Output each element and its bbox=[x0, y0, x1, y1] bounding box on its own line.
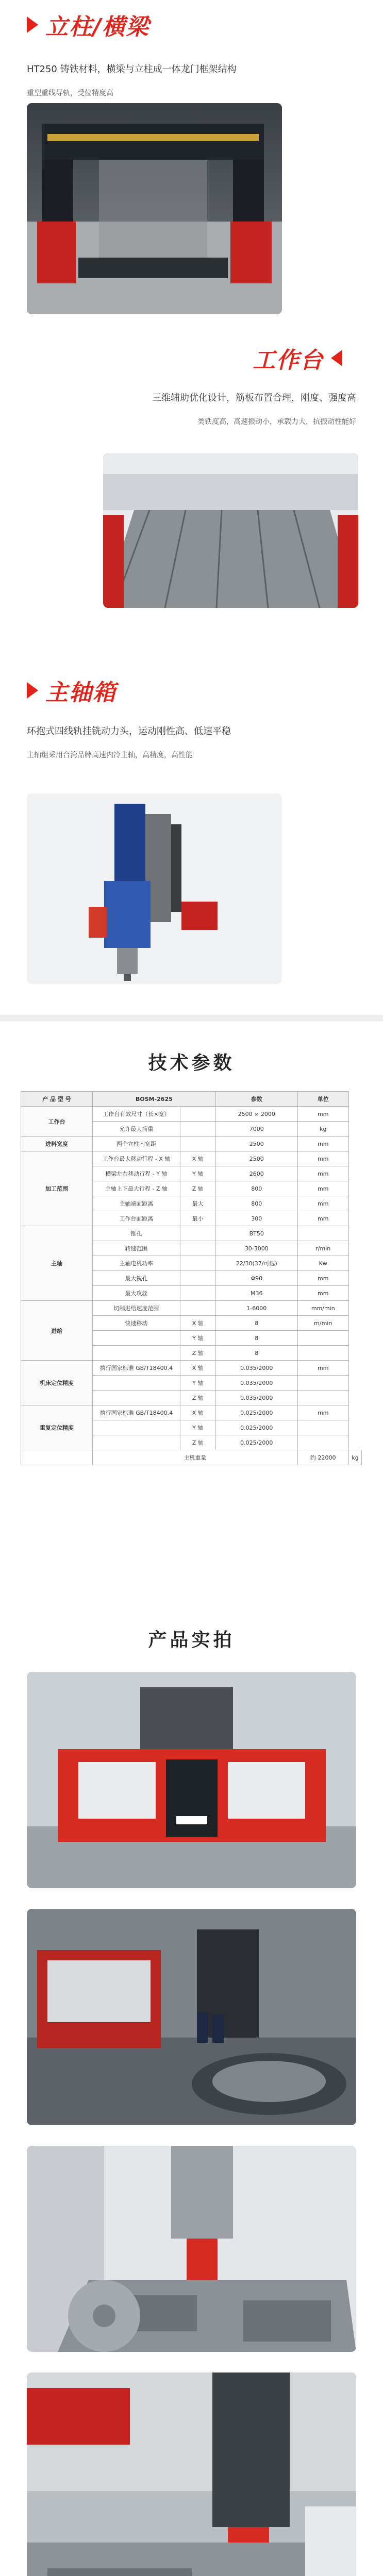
spec-unit bbox=[297, 1346, 348, 1361]
spec-axis: X 轴 bbox=[180, 1405, 215, 1420]
spec-unit bbox=[297, 1420, 348, 1435]
spec-value: Φ90 bbox=[215, 1271, 297, 1286]
spec-unit: mm bbox=[297, 1137, 348, 1151]
photos-title: 产品实拍 bbox=[148, 1630, 235, 1651]
spec-axis bbox=[180, 1271, 215, 1286]
section-header-spindle-box bbox=[27, 675, 116, 706]
spec-axis: X 轴 bbox=[180, 1361, 215, 1376]
spec-unit: mm bbox=[297, 1107, 348, 1122]
spec-row bbox=[21, 1137, 362, 1151]
spec-item bbox=[93, 1420, 180, 1435]
spec-item: 主轴端面距离 bbox=[93, 1196, 180, 1211]
spec-item: 执行国家标准 GB/T18400.4 bbox=[93, 1405, 180, 1420]
spec-table bbox=[21, 1091, 362, 1465]
spec-axis: Z 轴 bbox=[180, 1346, 215, 1361]
spec-value: 22/30(37/可选) bbox=[215, 1256, 297, 1271]
spec-group: 加工范围 bbox=[21, 1151, 93, 1226]
spec-value: 300 bbox=[215, 1211, 297, 1226]
spec-axis bbox=[180, 1286, 215, 1301]
spec-value: 8 bbox=[215, 1346, 297, 1361]
spec-item: 工作台面距离 bbox=[93, 1211, 180, 1226]
triangle-marker-icon bbox=[331, 350, 342, 366]
spec-item bbox=[93, 1376, 180, 1391]
spec-unit: m/min bbox=[297, 1316, 348, 1331]
spec-item: 主轴电机功率 bbox=[93, 1256, 180, 1271]
spec-item: 切削进给速度范围 bbox=[93, 1301, 180, 1316]
spec-unit bbox=[297, 1226, 348, 1241]
section-desc-line1: HT250 铸铁材料，横梁与立柱成一体龙门框架结构 bbox=[27, 64, 237, 75]
section-divider bbox=[0, 1015, 383, 1021]
spec-row bbox=[21, 1301, 362, 1316]
section-desc-line2: 主轴组采用台湾品牌高速内冷主轴，高精度，高性能 bbox=[27, 751, 193, 759]
spec-axis bbox=[180, 1137, 215, 1151]
spec-axis: Y 轴 bbox=[180, 1166, 215, 1181]
spec-axis: X 轴 bbox=[180, 1151, 215, 1166]
spec-axis bbox=[180, 1122, 215, 1137]
photo-spindle-box bbox=[27, 793, 282, 984]
spec-value: 8 bbox=[215, 1331, 297, 1346]
spec-item bbox=[93, 1391, 180, 1405]
spec-axis: X 轴 bbox=[180, 1316, 215, 1331]
spec-item: 最大攻丝 bbox=[93, 1286, 180, 1301]
spec-unit: mm bbox=[297, 1405, 348, 1420]
photo-worktable bbox=[103, 453, 358, 608]
spec-item: 工作台最大移动行程 - X 轴 bbox=[93, 1151, 180, 1166]
spec-unit bbox=[297, 1331, 348, 1346]
spec-item: 主轴上下最大行程 - Z 轴 bbox=[93, 1181, 180, 1196]
spec-axis: 最大 bbox=[180, 1196, 215, 1211]
spec-group: 工作台 bbox=[21, 1107, 93, 1137]
spec-value: 7000 bbox=[215, 1122, 297, 1137]
header-cell: 产 品 型 号 bbox=[21, 1092, 93, 1107]
spec-value: 0.035/2000 bbox=[215, 1376, 297, 1391]
spec-axis bbox=[180, 1107, 215, 1122]
spec-value: 800 bbox=[215, 1181, 297, 1196]
spec-value: BT50 bbox=[215, 1226, 297, 1241]
spec-unit: mm bbox=[297, 1196, 348, 1211]
spec-axis: 最小 bbox=[180, 1211, 215, 1226]
spec-row bbox=[21, 1450, 362, 1465]
section-title: 工作台 bbox=[253, 347, 324, 374]
spec-row bbox=[21, 1361, 362, 1376]
spec-value: 0.025/2000 bbox=[215, 1420, 297, 1435]
section-desc-line1: 三维辅助优化设计，筋板布置合理，刚度、强度高 bbox=[152, 393, 356, 403]
spec-item bbox=[93, 1435, 180, 1450]
spec-item: 快速移动 bbox=[93, 1316, 180, 1331]
spec-axis: Y 轴 bbox=[180, 1420, 215, 1435]
spec-value: 0.035/2000 bbox=[215, 1361, 297, 1376]
spec-value: 0.035/2000 bbox=[215, 1391, 297, 1405]
spec-value: 30-3000 bbox=[215, 1241, 297, 1256]
triangle-marker-icon bbox=[27, 682, 38, 699]
spec-axis: Y 轴 bbox=[180, 1376, 215, 1391]
spec-unit: mm bbox=[297, 1361, 348, 1376]
spec-unit bbox=[297, 1391, 348, 1405]
spec-item: 横梁左右移动行程 - Y 轴 bbox=[93, 1166, 180, 1181]
spec-axis bbox=[180, 1241, 215, 1256]
spec-value: 8 bbox=[215, 1316, 297, 1331]
header-cell: BOSM-2625 bbox=[93, 1092, 216, 1107]
photo-column-beam bbox=[27, 103, 282, 314]
spec-item: 工作台有效尺寸（长×宽） bbox=[93, 1107, 180, 1122]
section-desc-line1: 环抱式四线轨挂铣动力头，运动刚性高、低速平稳 bbox=[27, 726, 231, 737]
spec-item: 主机重量 bbox=[93, 1450, 298, 1465]
spec-item bbox=[93, 1346, 180, 1361]
spec-unit: mm bbox=[297, 1166, 348, 1181]
spec-axis: Y 轴 bbox=[180, 1331, 215, 1346]
spec-row bbox=[21, 1151, 362, 1166]
product-photo-1 bbox=[27, 1672, 356, 1888]
section-title: 主轴箱 bbox=[45, 680, 116, 706]
spec-unit: mm bbox=[297, 1211, 348, 1226]
spec-axis: Z 轴 bbox=[180, 1435, 215, 1450]
spec-axis bbox=[180, 1301, 215, 1316]
spec-value: 2500 × 2000 bbox=[215, 1107, 297, 1122]
spec-axis: Z 轴 bbox=[180, 1391, 215, 1405]
spec-value: 1-6000 bbox=[215, 1301, 297, 1316]
section-header-column-beam bbox=[27, 9, 149, 40]
spec-row bbox=[21, 1405, 362, 1420]
spec-unit: kg bbox=[297, 1122, 348, 1137]
spec-group: 进给 bbox=[21, 1301, 93, 1361]
spec-value: 2600 bbox=[215, 1166, 297, 1181]
spec-unit bbox=[297, 1435, 348, 1450]
spec-item: 锥孔 bbox=[93, 1226, 180, 1241]
spec-value: 0.025/2000 bbox=[215, 1435, 297, 1450]
spec-value: 2500 bbox=[215, 1137, 297, 1151]
spec-unit: mm bbox=[297, 1271, 348, 1286]
spec-value: 800 bbox=[215, 1196, 297, 1211]
spec-axis: Z 轴 bbox=[180, 1181, 215, 1196]
spec-value: 0.025/2000 bbox=[215, 1405, 297, 1420]
spec-item bbox=[93, 1331, 180, 1346]
spec-value: M36 bbox=[215, 1286, 297, 1301]
spec-group: 进料宽度 bbox=[21, 1137, 93, 1151]
section-title: 立柱/横梁 bbox=[45, 14, 150, 40]
spec-item: 允许最大荷重 bbox=[93, 1122, 180, 1137]
spec-item: 两个立柱内宽距 bbox=[93, 1137, 180, 1151]
spec-group: 主轴 bbox=[21, 1226, 93, 1301]
spec-title: 技术参数 bbox=[148, 1053, 235, 1074]
section-header-worktable bbox=[253, 343, 342, 374]
spec-item: 执行国家标准 GB/T18400.4 bbox=[93, 1361, 180, 1376]
spec-unit: mm bbox=[297, 1286, 348, 1301]
spec-row bbox=[21, 1107, 362, 1122]
spec-unit: mm bbox=[297, 1151, 348, 1166]
spec-unit: Kw bbox=[297, 1256, 348, 1271]
spec-unit: r/min bbox=[297, 1241, 348, 1256]
spec-group: 机床定位精度 bbox=[21, 1361, 93, 1405]
spec-value: 2500 bbox=[215, 1151, 297, 1166]
spec-group: 重复定位精度 bbox=[21, 1405, 93, 1450]
product-photo-4 bbox=[27, 2372, 356, 2576]
spec-unit: mm/min bbox=[297, 1301, 348, 1316]
spec-value: 约 22000 bbox=[297, 1450, 348, 1465]
section-desc-line2: 类铁度高，高速振动小，承载力大，抗振动性能好 bbox=[197, 418, 356, 426]
spec-unit: mm bbox=[297, 1181, 348, 1196]
spec-row bbox=[21, 1226, 362, 1241]
header-cell: 参数 bbox=[215, 1092, 297, 1107]
product-photo-2 bbox=[27, 1909, 356, 2125]
header-cell: 单位 bbox=[297, 1092, 348, 1107]
triangle-marker-icon bbox=[27, 16, 38, 33]
spec-unit bbox=[297, 1376, 348, 1391]
spec-axis bbox=[180, 1256, 215, 1271]
spec-item: 转速范围 bbox=[93, 1241, 180, 1256]
spec-item: 最大铣孔 bbox=[93, 1271, 180, 1286]
product-photo-3 bbox=[27, 2146, 356, 2352]
spec-axis bbox=[180, 1226, 215, 1241]
section-desc-line2: 重型重线导轨，受位精度高 bbox=[27, 89, 113, 97]
spec-unit: kg bbox=[348, 1450, 361, 1465]
spec-table-header bbox=[21, 1092, 362, 1107]
